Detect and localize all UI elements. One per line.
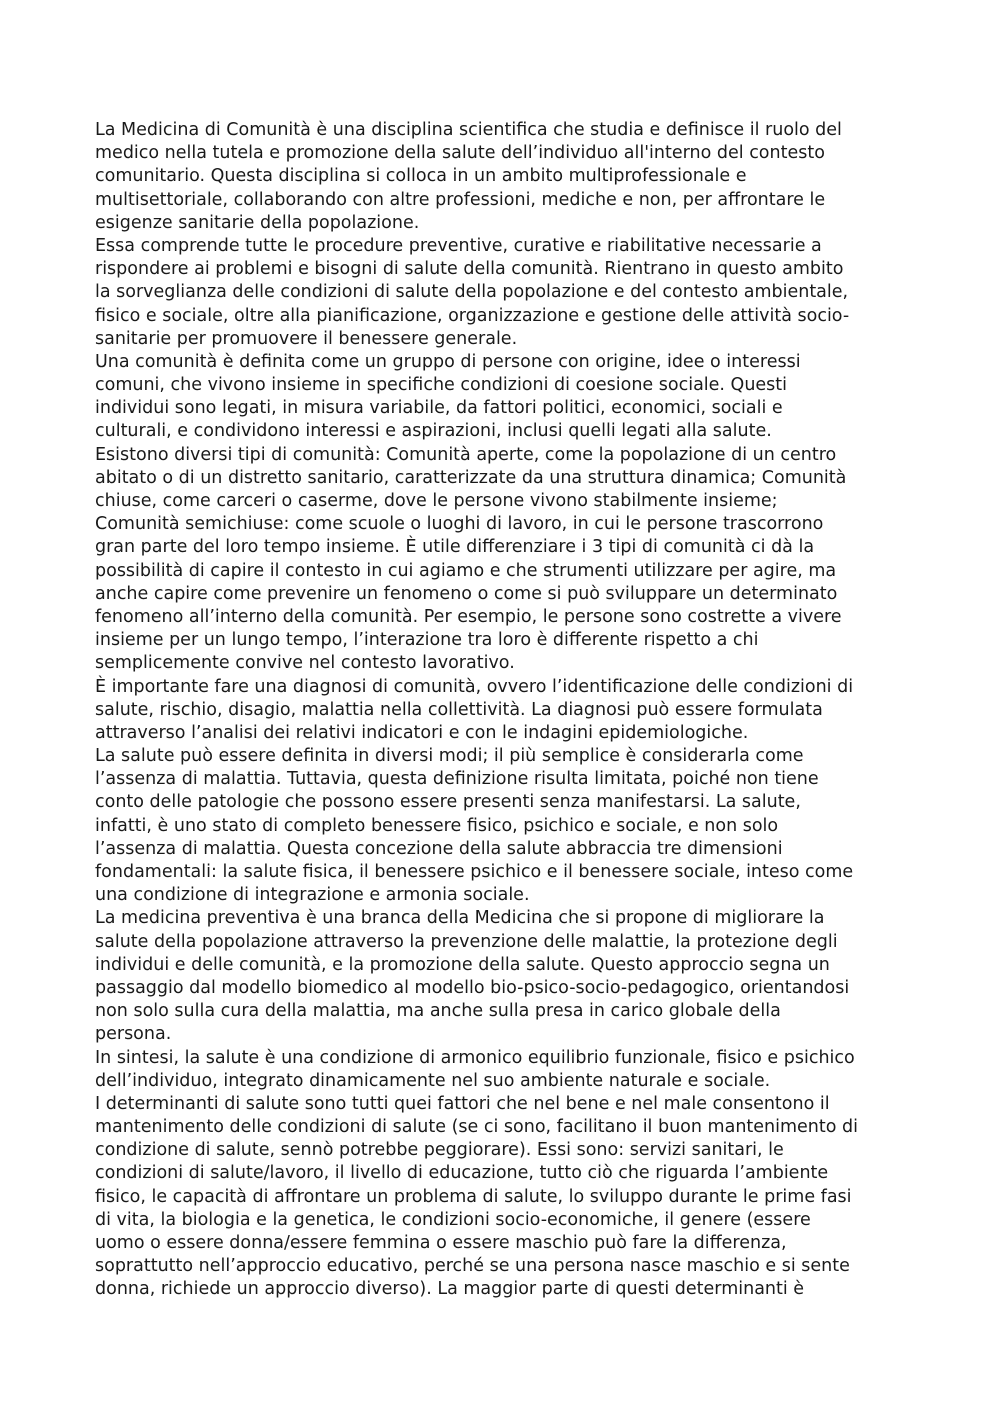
- text-line: gran parte del loro tempo insieme. È utile differenziare i 3 tipi di comunità ci dà la: [95, 537, 815, 558]
- text-line: conto delle patologie che possono essere presenti senza manifestarsi. La salute,: [95, 792, 801, 813]
- text-line: La salute può essere definita in diversi modi; il più semplice è considerarla come: [95, 746, 804, 767]
- text-line: donna, richiede un approccio diverso). La maggior parte di questi determinanti è: [95, 1279, 805, 1300]
- text-line: individui e delle comunità, e la promozione della salute. Questo approccio segna un: [95, 954, 830, 975]
- text-line: di vita, la biologia e la genetica, le condizioni socio-economiche, il genere (essere: [95, 1209, 811, 1230]
- text-line: fenomeno all’interno della comunità. Per esempio, le persone sono costrette a vivere: [95, 606, 842, 627]
- text-line: infatti, è uno stato di completo benessere fisico, psichico e sociale, e non solo: [95, 815, 779, 836]
- text-line: condizioni di salute/lavoro, il livello di educazione, tutto ciò che riguarda l’ambiente: [95, 1163, 829, 1184]
- text-line: mantenimento delle condizioni di salute (se ci sono, facilitano il buon mantenimento di: [95, 1117, 858, 1138]
- text-line: uomo o essere donna/essere femmina o essere maschio può fare la differenza,: [95, 1233, 787, 1253]
- text-line: Esistono diversi tipi di comunità: Comunità aperte, come la popolazione di un centro: [95, 444, 837, 465]
- text-line: individui sono legati, in misura variabile, da fattori politici, economici, sociali e: [95, 398, 783, 419]
- text-line: fisico, le capacità di affrontare un problema di salute, lo sviluppo durante le prime fasi: [95, 1186, 852, 1207]
- text-line: fisico e sociale, oltre alla pianificazione, organizzazione e gestione delle attività socio-: [95, 305, 850, 326]
- text-line: È importante fare una diagnosi di comunità, ovvero l’identificazione delle condizioni di: [95, 676, 854, 697]
- text-line: salute della popolazione attraverso la prevenzione delle malattie, la protezione degli: [95, 931, 838, 952]
- text-line: l’assenza di malattia. Tuttavia, questa definizione risulta limitata, poiché non tiene: [95, 769, 819, 790]
- text-line: salute, rischio, disagio, malattia nella collettività. La diagnosi può essere formulata: [95, 699, 823, 720]
- text-line: condizione di salute, sennò potrebbe peggiorare). Essi sono: servizi sanitari, le: [95, 1140, 784, 1161]
- text-line: abitato o di un distretto sanitario, caratterizzate da una struttura dinamica; Comunità: [95, 467, 847, 488]
- text-line: medico nella tutela e promozione della salute dell’individuo all'interno del contesto: [95, 143, 825, 164]
- text-line: Essa comprende tutte le procedure preventive, curative e riabilitative necessarie a: [95, 235, 822, 256]
- text-line: In sintesi, la salute è una condizione di armonico equilibrio funzionale, fisico e psichico: [95, 1047, 855, 1068]
- text-line: La medicina preventiva è una branca della Medicina che si propone di migliorare la: [95, 908, 825, 929]
- text-line: Una comunità è definita come un gruppo di persone con origine, idee o interessi: [95, 351, 801, 372]
- text-line: semplicemente convive nel contesto lavorativo.: [95, 653, 515, 674]
- text-line: Comunità semichiuse: come scuole o luoghi di lavoro, in cui le persone trascorrono: [95, 514, 824, 535]
- text-line: dell’individuo, integrato dinamicamente nel suo ambiente naturale e sociale.: [95, 1070, 771, 1091]
- text-line: attraverso l’analisi dei relativi indicatori e con le indagini epidemiologiche.: [95, 722, 749, 743]
- text-line: non solo sulla cura della malattia, ma anche sulla presa in carico globale della: [95, 1001, 781, 1022]
- text-line: passaggio dal modello biomedico al modello bio-psico-socio-pedagogico, orientandosi: [95, 977, 850, 998]
- text-line: persona.: [95, 1024, 172, 1045]
- text-line: comunitario. Questa disciplina si colloca in un ambito multiprofessionale e: [95, 166, 747, 187]
- text-line: insieme per un lungo tempo, l’interazione tra loro è differente rispetto a chi: [95, 630, 759, 651]
- text-line: una condizione di integrazione e armonia sociale.: [95, 885, 530, 906]
- text-line: esigenze sanitarie della popolazione.: [95, 212, 420, 233]
- text-line: culturali, e condividono interessi e aspirazioni, inclusi quelli legati alla salute.: [95, 421, 772, 442]
- text-line: multisettoriale, collaborando con altre professioni, mediche e non, per affrontare le: [95, 189, 826, 210]
- text-line: sanitarie per promuovere il benessere generale.: [95, 328, 518, 349]
- text-line: fondamentali: la salute fisica, il benessere psichico e il benessere sociale, inteso come: [95, 862, 854, 882]
- text-line: la sorveglianza delle condizioni di salute della popolazione e del contesto ambientale,: [95, 282, 849, 303]
- text-line: chiuse, come carceri o caserme, dove le persone vivono stabilmente insieme;: [95, 491, 778, 511]
- text-line: anche capire come prevenire un fenomeno o come si può sviluppare un determinato: [95, 583, 838, 604]
- text-line: l’assenza di malattia. Questa concezione della salute abbraccia tre dimensioni: [95, 838, 783, 859]
- text-line: La Medicina di Comunità è una disciplina scientifica che studia e definisce il ruolo del: [95, 120, 842, 140]
- text-line: rispondere ai problemi e bisogni di salute della comunità. Rientrano in questo ambito: [95, 259, 844, 280]
- text-line: I determinanti di salute sono tutti quei fattori che nel bene e nel male consentono il: [95, 1093, 830, 1114]
- text-line: comuni, che vivono insieme in specifiche condizioni di coesione sociale. Questi: [95, 375, 788, 396]
- body-text: [95, 119, 915, 1302]
- text-line: soprattutto nell’approccio educativo, perché se una persona nasce maschio e si sente: [95, 1256, 850, 1277]
- text-line: possibilità di capire il contesto in cui agiamo e che strumenti utilizzare per agire, ma: [95, 560, 837, 581]
